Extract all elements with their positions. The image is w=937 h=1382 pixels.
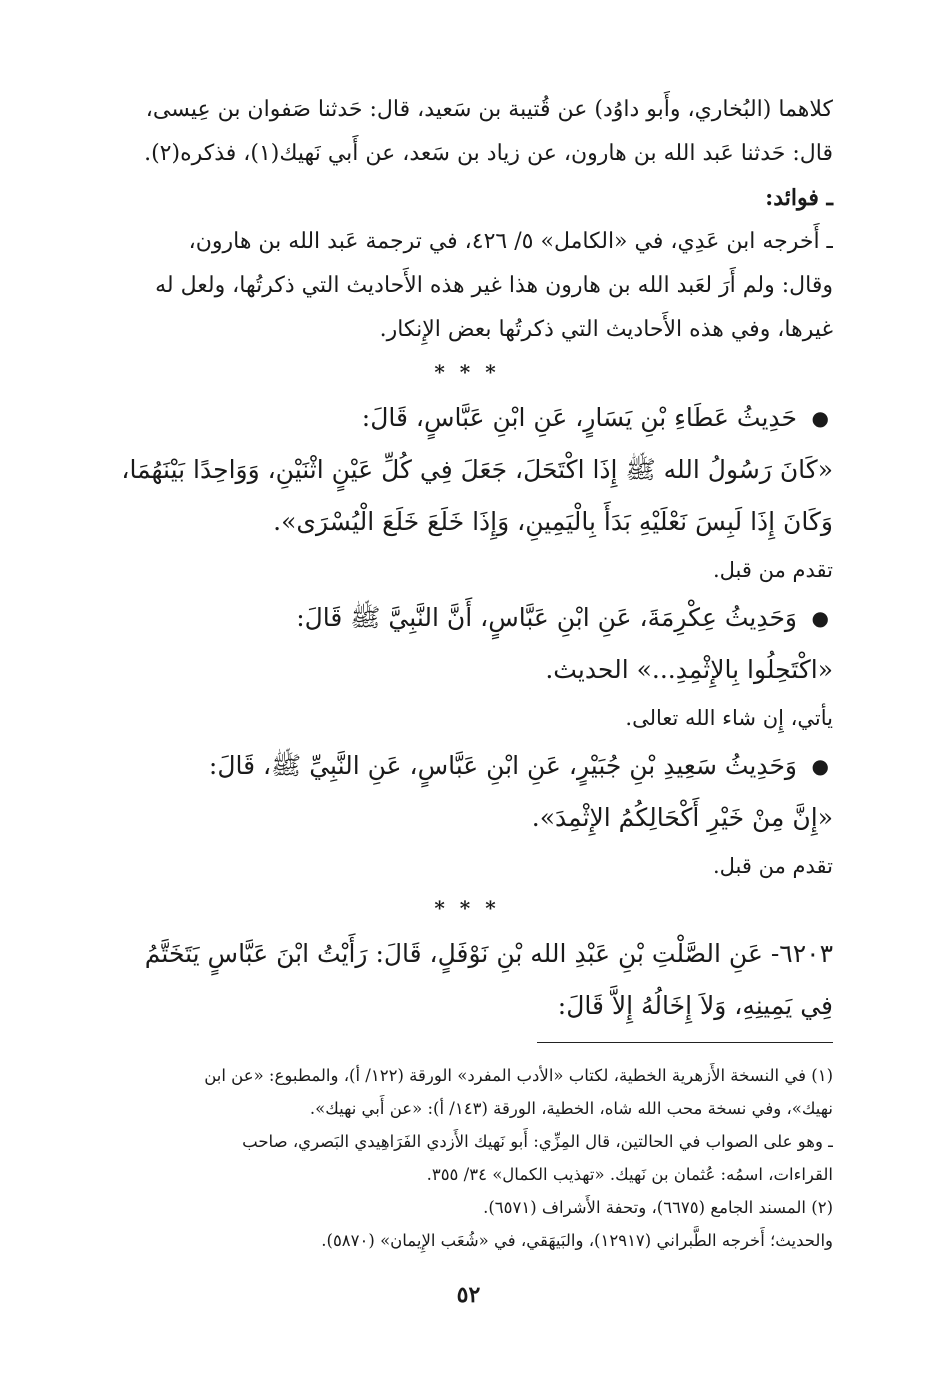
fawaid-heading: ـ فوائد: (765, 185, 833, 211)
intro-line: كلاهما (البُخاري، وأَبو داوُد) عن قُتيبة بن سَعيد، قال: حَدثنا صَفوان بن عِيسى، (145, 97, 833, 122)
footnote-line: (١) في النسخة الأَزهرية الخطية، لكتاب «الأدب المفرد» الورقة (١٢٢/ أ)، والمطبوع: «عن ابن (204, 1066, 833, 1085)
section-separator: * * * (434, 896, 500, 920)
hadith-intro (101, 592, 833, 644)
hadith-intro-text: وَحَدِيثُ عِكْرِمَةَ، عَنِ ابْنِ عَبَّاسٍ، أَنَّ النَّبِيَّ ﷺ قَالَ: (296, 603, 797, 632)
footnote-line: ـ وهو على الصواب في الحالتين، قال المِزِّي: أَبو نَهيك الأَزدي الفَرَاهِيدي البَصري، صاحب (242, 1132, 833, 1151)
hadith-intro (101, 740, 833, 792)
bullet-icon: ● (811, 754, 829, 778)
intro-line: قال: حَدثنا عَبد الله بن هارون، عن زياد بن سَعد، عن أَبي نَهيك(١)، فذكره(٢). (144, 141, 833, 166)
hadith-said (101, 740, 833, 844)
hadith-intro-text: حَدِيثُ عَطَاءِ بْنِ يَسَارٍ، عَنِ ابْنِ عَبَّاسٍ، قَالَ: (361, 403, 797, 432)
cross-reference-note: تقدم من قبل. (712, 854, 833, 878)
hadith-text-line: فِي يَمِينِهِ، وَلاَ إِخَالُهُ إِلاَّ قَالَ: (557, 991, 833, 1020)
hadith-text-line: «اكْتَحِلُوا بِالإِثْمِدِ...» الحديث. (545, 655, 833, 684)
footnote-line: (٢) المسند الجامع (٦٦٧٥)، وتحفة الأَشراف (٦٥٧١). (483, 1198, 833, 1217)
hadith-text-line: «إِنَّ مِنْ خَيْرِ أَكْحَالِكُمُ الإِثْمِدَ». (531, 803, 833, 832)
cross-reference-note: يأتي، إِن شاء الله تعالى. (625, 706, 833, 730)
hadith-text-line: ٦٢٠٣- عَنِ الصَّلْتِ بْنِ عَبْدِ الله بْنِ نَوْفَلٍ، قَالَ: رَأَيْتُ ابْنَ عَبَّاسٍ يَتَخَتَّمُ (144, 939, 833, 968)
footnotes (101, 1059, 833, 1257)
fawaid-line: ـ أَخرجه ابن عَدِي، في «الكامل» ٥/ ٤٢٦، في ترجمة عَبد الله بن هارون، (188, 229, 833, 254)
footnote-line: القراءات، اسمُه: عُثمان بن نَهيك. «تهذيب الكمال» ٣٤/ ٣٥٥. (426, 1165, 833, 1184)
fawaid-paragraph (101, 220, 833, 352)
bullet-icon: ● (811, 606, 829, 630)
footnote-line: والحديث؛ أَخرجه الطَّبراني (١٢٩١٧)، والبَيهَقي، في «شُعَب الإِيمان» (٥٨٧٠). (321, 1231, 833, 1250)
footnote-divider (537, 1042, 833, 1043)
page-number: ٥٢ (456, 1282, 481, 1308)
fawaid-line: غيرها، وفي هذه الأَحاديث التي ذكرتُها بعض الإِنكار. (379, 317, 833, 342)
page-body (101, 88, 833, 1257)
hadith-text-line: وَكَانَ إِذَا لَبِسَ نَعْلَيْهِ بَدَأَ بِالْيَمِينِ، وَإِذَا خَلَعَ خَلَعَ الْيُسْرَى». (273, 507, 833, 536)
section-separator: * * * (434, 360, 500, 384)
hadith-intro-text: وَحَدِيثُ سَعِيدِ بْنِ جُبَيْرٍ، عَنِ ابْنِ عَبَّاسٍ، عَنِ النَّبِيِّ ﷺ، قَالَ: (208, 751, 797, 780)
hadith-6203 (101, 928, 833, 1032)
fawaid-line: وقال: ولم أَرَ لعَبد الله بن هارون هذا غير هذه الأَحاديث التي ذكرتُها، ولعل له (155, 273, 833, 298)
cross-reference-note: تقدم من قبل. (712, 558, 833, 582)
hadith-ikrima (101, 592, 833, 696)
hadith-text-line: «كَانَ رَسُولُ الله ﷺ إِذَا اكْتَحَلَ، جَعَلَ فِي كُلِّ عَيْنٍ اثْنَيْنِ، وَوَاحِدًا بَيْنَهُمَا، (121, 455, 833, 484)
hadith-ata (101, 392, 833, 548)
bullet-icon: ● (811, 406, 829, 430)
hadith-intro (101, 392, 833, 444)
footnote-line: نهيك»، وفي نسخة محب الله شاه، الخطية، الورقة (١٤٣/ أ): «عن أَبي نهيك». (309, 1099, 833, 1118)
intro-paragraph (101, 88, 833, 176)
